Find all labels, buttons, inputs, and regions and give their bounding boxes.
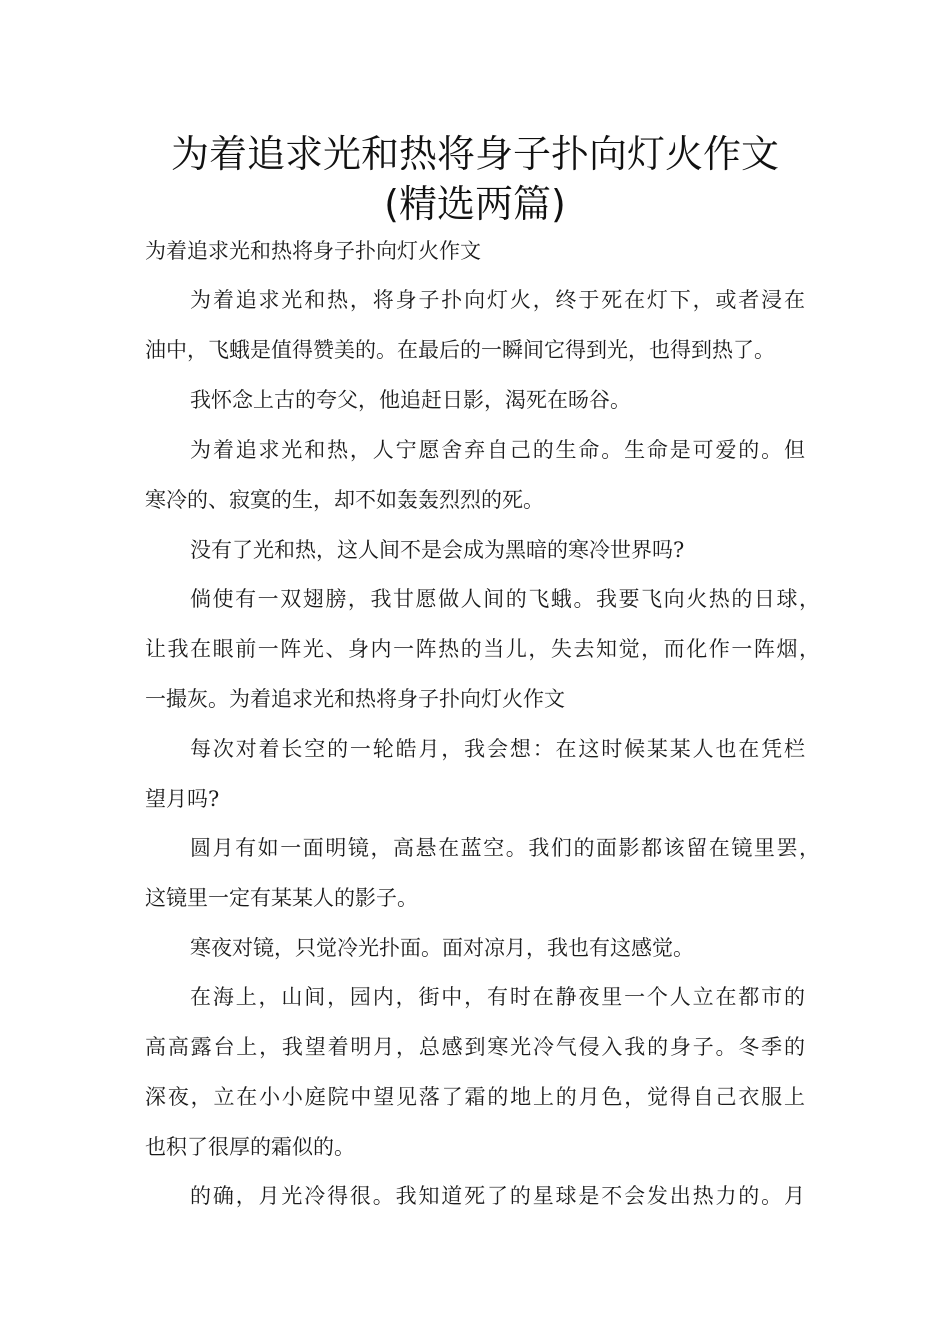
paragraph-line: 我怀念上古的夸父，他追赶日影，渴死在旸谷。 xyxy=(190,388,631,412)
document-title: 为着追求光和热将身子扑向灯火作文 xyxy=(170,132,779,176)
paragraph-line: 让我在眼前一阵光、身内一阵热的当儿，失去知觉，而化作一阵烟， xyxy=(145,637,820,661)
paragraph-line: 一撮灰。为着追求光和热将身子扑向灯火作文 xyxy=(145,687,565,711)
paragraph-line: 高高露台上，我望着明月，总感到寒光冷气侵入我的身子。冬季的 xyxy=(145,1035,805,1059)
document-subtitle: (精选两篇) xyxy=(384,182,566,226)
paragraph-line: 为着追求光和热，将身子扑向灯火，终于死在灯下，或者浸在 xyxy=(190,288,805,312)
paragraph-line: 的确，月光冷得很。我知道死了的星球是不会发出热力的。月 xyxy=(190,1184,805,1208)
paragraph-line: 寒冷的、寂寞的生，却不如轰轰烈烈的死。 xyxy=(145,488,544,512)
paragraph-line: 也积了很厚的霜似的。 xyxy=(145,1135,355,1159)
paragraph-line: 为着追求光和热，人宁愿舍弃自己的生命。生命是可爱的。但 xyxy=(190,438,805,462)
paragraph-line: 油中，飞蛾是值得赞美的。在最后的一瞬间它得到光，也得到热了。 xyxy=(145,338,775,362)
paragraph-line: 这镜里一定有某某人的影子。 xyxy=(145,886,418,910)
paragraph-line: 寒夜对镜，只觉冷光扑面。面对凉月，我也有这感觉。 xyxy=(190,936,694,960)
section-heading: 为着追求光和热将身子扑向灯火作文 xyxy=(145,239,481,263)
paragraph-line: 每次对着长空的一轮皓月，我会想：在这时候某某人也在凭栏 xyxy=(190,737,805,761)
paragraph-line: 圆月有如一面明镜，高悬在蓝空。我们的面影都该留在镜里罢， xyxy=(190,836,820,860)
paragraph-line: 没有了光和热，这人间不是会成为黑暗的寒冷世界吗? xyxy=(190,538,685,562)
paragraph-line: 倘使有一双翅膀，我甘愿做人间的飞蛾。我要飞向火热的日球， xyxy=(190,587,820,611)
paragraph-line: 望月吗? xyxy=(145,787,220,811)
paragraph-line: 在海上，山间，园内，街中，有时在静夜里一个人立在都市的 xyxy=(190,985,805,1009)
paragraph-line: 深夜，立在小小庭院中望见落了霜的地上的月色，觉得自己衣服上 xyxy=(145,1085,805,1109)
